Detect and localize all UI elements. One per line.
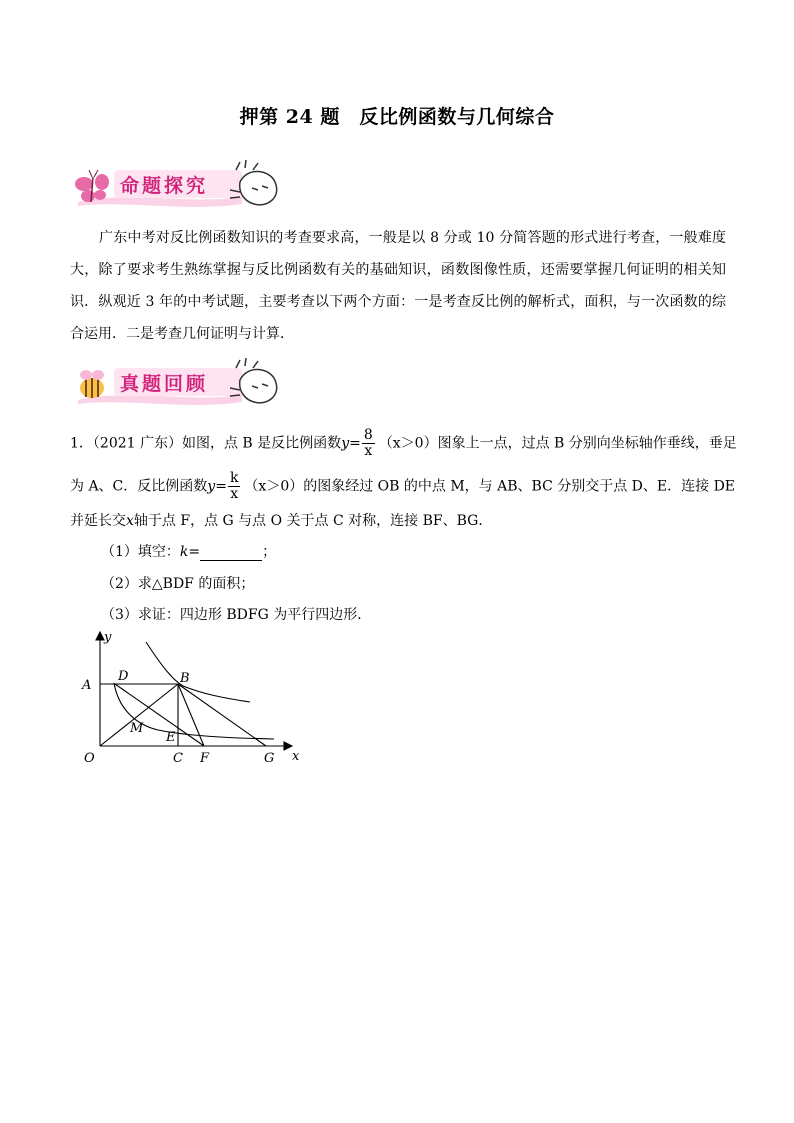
intro-paragraph: 广东中考对反比例函数知识的考查要求高，一般是以 8 分或 10 分简答题的形式进行考查，一般难度大，除了要求考生熟练掌握与反比例函数有关的基础知识，函数图像性质，还需要掌握几何证明的相关知识．纵观近 3 年的中考试题，主要考查以下两个方面：一是考查反比例的解析式，面积，与一次函数的综合运用．二是考查几何证明与计算． [70,230,726,342]
sub-question-1: （1）填空：k= ； [101,544,277,560]
section-banner-explore [70,160,285,212]
label-B: B [180,671,190,686]
answer-blank[interactable] [200,546,262,561]
curve-y-8-over-x [146,642,250,702]
label-O: O [84,751,95,766]
label-C: C [173,751,183,766]
fraction-k-over-x: $\frac{k}{x}$ [229,470,239,502]
section-title-explore: 命题探究 [120,175,209,197]
question-line-3: 并延长交x轴于点 F，点 G 与点 O 关于点 C 对称，连接 BF、BG． [70,513,493,529]
label-F: F [200,751,210,766]
sub-question-2: （2）求△BDF 的面积； [101,576,255,592]
sub-question-3: （3）求证：四边形 BDFG 为平行四边形． [101,607,372,623]
section-title-review: 真题回顾 [120,373,209,395]
question-line-1: 1．（2021 广东）如图，点 B 是反比例函数y= $\frac{8}{x}$ （x＞0）图象上一点，过点 B 分别向坐标轴作垂线，垂足 [70,427,737,459]
y-axis-arrow [96,632,104,640]
label-D: D [118,669,129,684]
page-title: 押第 24 题 反比例函数与几何综合 [239,106,555,128]
label-G: G [264,751,275,766]
label-x: x [292,749,300,764]
label-M: M [130,721,144,736]
question-line-2: 为 A、C．反比例函数y= $\frac{k}{x}$ （x＞0）的图象经过 OB 的中点 M，与 AB、BC 分别交于点 D、E．连接 DE [70,470,736,502]
label-A: A [82,678,92,693]
label-E: E [166,730,176,745]
fraction-8-over-x: $\frac{8}{x}$ [363,427,373,459]
section-banner-review [70,358,285,410]
x-axis-arrow [284,742,292,750]
geometry-diagram [78,628,308,770]
label-y: y [104,630,112,645]
